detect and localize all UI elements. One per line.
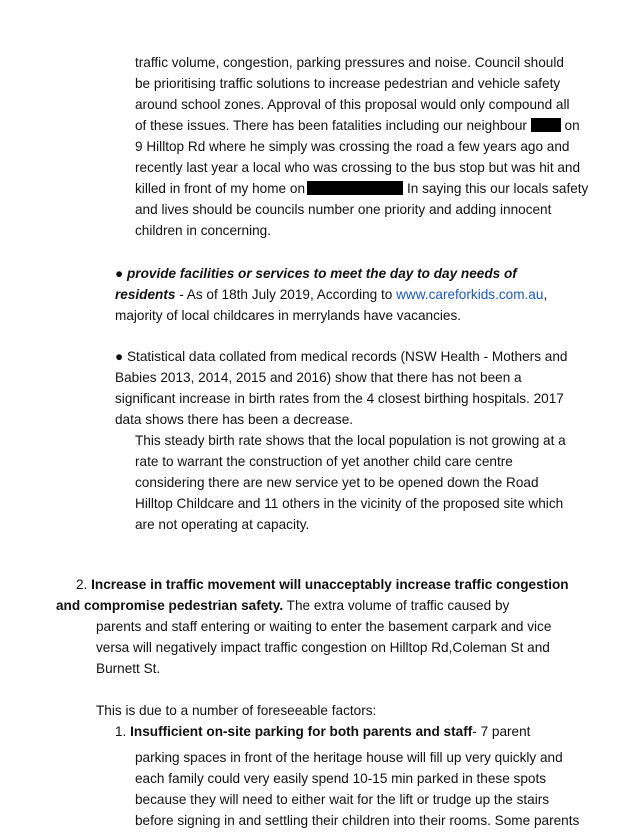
sub-line-1: parking spaces in front of the heritage house will fill up very quickly and — [135, 750, 563, 765]
factors-line: This is due to a number of foreseeable factors: — [96, 703, 377, 718]
b1-heading-a: provide facilities or services to meet the day to day needs of — [127, 266, 517, 281]
b2-line-4: data shows there has been a decrease. — [115, 412, 354, 427]
s2-text-b: The extra volume of traffic caused by — [283, 598, 510, 613]
s2-line-1: parents and staff entering or waiting to enter the basement carpark and vice — [96, 619, 552, 634]
p1-line-7-text: killed in front of my home on — [135, 181, 306, 196]
b2-line-1: ● Statistical data collated from medical records (NSW Health - Mothers and — [115, 349, 568, 364]
sub-line-3: because they will need to either wait for the lift or trudge up the stairs — [135, 792, 550, 807]
sub-line-4: before signing in and settling their children into their rooms. Some parents — [135, 813, 580, 828]
s2-number: 2. — [76, 577, 88, 592]
bullet-icon: ● — [115, 266, 124, 281]
p1-line-1: traffic volume, congestion, parking pressures and noise. Council should — [135, 55, 564, 70]
b2-line-5: This steady birth rate shows that the local population is not growing at a — [135, 433, 566, 448]
b1-line-3: majority of local childcares in merrylands have vacancies. — [115, 308, 462, 323]
b1-text-b: , — [543, 287, 548, 302]
p1-line-8: and lives should be councils number one priority and adding innocent — [135, 202, 552, 217]
p1-line-3: around school zones. Approval of this proposal would only compound all — [135, 97, 570, 112]
sub-item-1-heading — [115, 722, 530, 742]
b1-line-1 — [115, 264, 517, 284]
b2-line-2: Babies 2013, 2014, 2015 and 2016) show that there has not been a — [115, 370, 522, 385]
s2-heading-b: and compromise pedestrian safety. — [56, 598, 284, 613]
b2-line-7: considering there are new service yet to be opened down the Road — [135, 475, 539, 490]
sub-line-2: each family could very easily spend 10-15 min parked in these spots — [135, 771, 547, 786]
s2-heading-line-1 — [76, 575, 569, 595]
b1-heading-b: residents — [115, 287, 176, 302]
b2-line-9: are not operating at capacity. — [135, 517, 310, 532]
p1-line-9: children in concerning. — [135, 223, 272, 238]
p1-line-4-end: on — [564, 118, 580, 133]
p1-line-7-end: In saying this our locals safety — [407, 181, 589, 196]
p1-line-4 — [135, 116, 580, 136]
b2-line-3: significant increase in birth rates from the 4 closest birthing hospitals. 2017 — [115, 391, 564, 406]
p1-line-2: be prioritising traffic solutions to increase pedestrian and vehicle safety — [135, 76, 561, 91]
b2-line-6: rate to warrant the construction of yet another child care centre — [135, 454, 513, 469]
b1-line-2 — [115, 285, 547, 305]
p1-line-4-text: of these issues. There has been fatalities including our neighbour — [135, 118, 527, 133]
s2-heading-a: Increase in traffic movement will unacceptably increase traffic congestion — [91, 577, 569, 592]
sub-item-text: - 7 parent — [472, 724, 531, 739]
s2-line-3: Burnett St. — [96, 661, 161, 676]
p1-line-7 — [135, 179, 588, 199]
sub-item-number: 1. — [115, 724, 127, 739]
b2-line-8: Hilltop Childcare and 11 others in the vicinity of the proposed site which — [135, 496, 564, 511]
b1-text-a: - As of 18th July 2019, According to — [175, 287, 397, 302]
s2-line-2: versa will negatively impact traffic congestion on Hilltop Rd,Coleman St and — [96, 640, 550, 655]
redaction-box — [531, 118, 561, 132]
p1-line-5: 9 Hilltop Rd where he simply was crossing the road a few years ago and — [135, 139, 570, 154]
s2-heading-line-2 — [56, 596, 509, 616]
careforkids-link[interactable]: www.careforkids.com.au — [396, 287, 544, 302]
redaction-box — [307, 181, 403, 195]
p1-line-6: recently last year a local who was crossing to the bus stop but was hit and — [135, 160, 581, 175]
sub-item-bold: Insufficient on-site parking for both parents and staff — [130, 724, 473, 739]
